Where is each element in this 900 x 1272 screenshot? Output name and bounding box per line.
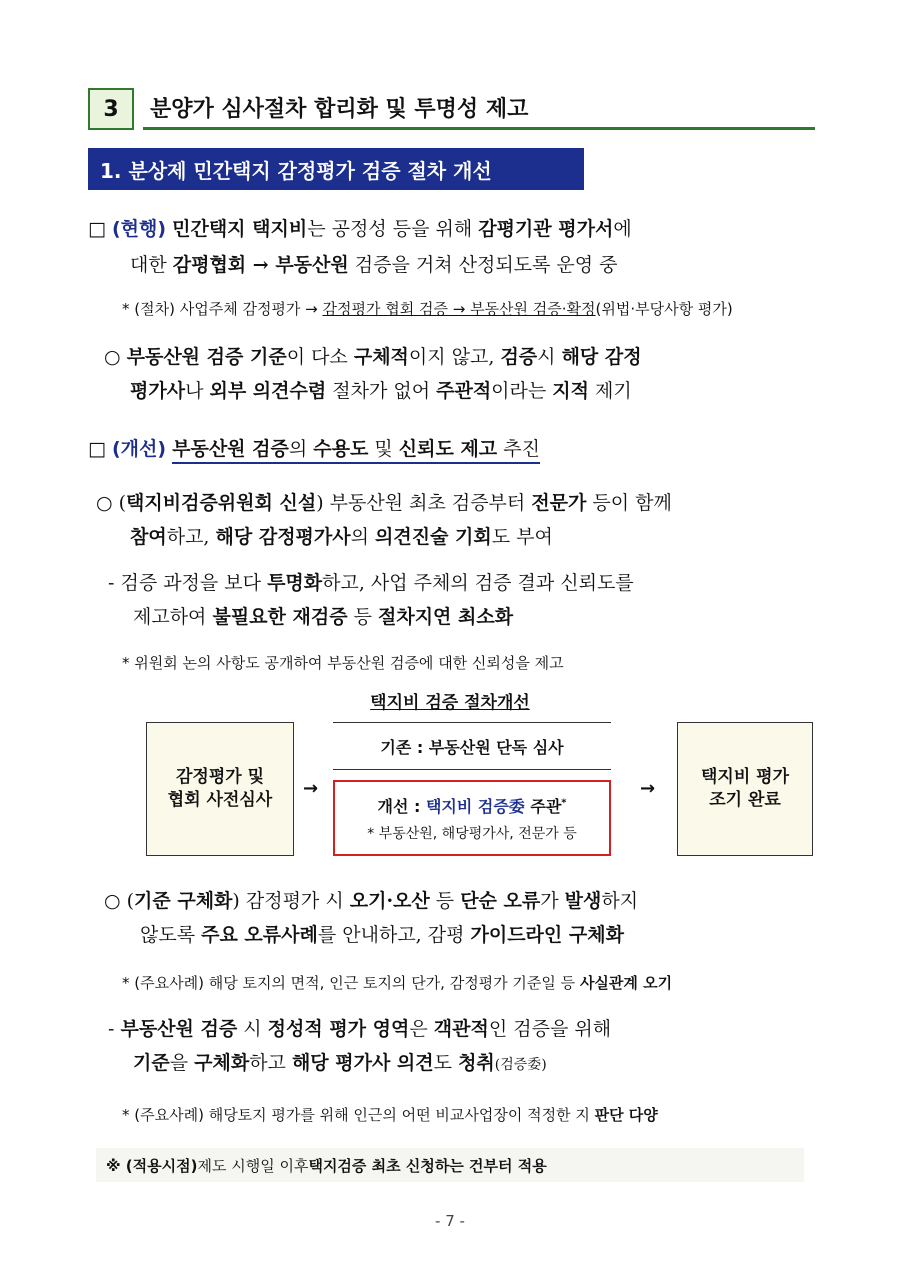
improve-heading: □ (개선) 부동산원 검증의 수용도 및 신뢰도 제고 추진 [88, 440, 540, 459]
criteria-line1: ○ (기준 구체화) 감정평가 시 오기·오산 등 단순 오류가 발생하지 [104, 890, 639, 912]
new-process-box [333, 780, 611, 856]
early-completion-box: 택지비 평가 조기 완료 [677, 722, 813, 856]
subsection-title: 1. 분상제 민간택지 감정평가 검증 절차 개선 [88, 148, 584, 190]
improve-item1-line1: ○ (택지비검증위원회 신설) 부동산원 최초 검증부터 전문가 등이 함께 [96, 492, 672, 514]
improve-dash1-line2: 제고하여 불필요한 재검증 등 절차지연 최소화 [133, 606, 514, 628]
arrow-icon: → [640, 778, 656, 799]
issue-line1: ○ 부동산원 검증 기준이 다소 구체적이지 않고, 검증시 해당 감정 [104, 346, 642, 368]
new-process-label: 개선 : 택지비 검증委 주관* [377, 796, 567, 816]
existing-process-box: 기존 : 부동산원 단독 심사 [333, 722, 611, 770]
diagram-title-wrap [0, 688, 900, 713]
criteria-dash-line1: - 부동산원 검증 시 정성적 평가 영역은 객관적인 검증을 위해 [108, 1018, 612, 1040]
criteria-dash-line2: 기준을 구체화하고 해당 평가사 의견도 청취(검증委) [133, 1052, 547, 1074]
new-process-note: * 부동산원, 해당평가사, 전문가 등 [367, 825, 577, 842]
application-timing-note: ※ (적용시점) 제도 시행일 이후 택지검증 최초 신청하는 건부터 적용 [96, 1148, 804, 1182]
arrow-icon: → [303, 778, 319, 799]
section-number: 3 [88, 88, 134, 130]
criteria-note1: * (주요사례) 해당 토지의 면적, 인근 토지의 단가, 감정평가 기준일 등 사실관계 오기 [122, 974, 673, 992]
current-paragraph-line1: □ (현행) 민간택지 택지비는 공정성 등을 위해 감평기관 평가서에 [88, 218, 632, 240]
current-paragraph-line2: 대한 감평협회 → 부동산원 검증을 거쳐 산정되도록 운영 중 [130, 254, 618, 276]
current-procedure-note: * (절차) 사업주체 감정평가 → 감정평가 협회 검증 → 부동산원 검증·확정(위법·부당사항 평가) [122, 300, 733, 318]
section-title: 분양가 심사절차 합리화 및 투명성 제고 [150, 97, 529, 122]
improve-dash1-line1: - 검증 과정을 보다 투명화하고, 사업 주체의 검증 결과 신뢰도를 [108, 572, 634, 594]
pre-review-box: 감정평가 및 협회 사전심사 [146, 722, 294, 856]
improve-item1-line2: 참여하고, 해당 감정평가사의 의견진술 기회도 부여 [130, 526, 553, 548]
page-number: - 7 - [435, 1212, 465, 1230]
section-divider [143, 127, 815, 130]
diagram-title: 택지비 검증 절차개선 [370, 693, 530, 713]
improve-dash1-note: * 위원회 논의 사항도 공개하여 부동산원 검증에 대한 신뢰성을 제고 [122, 654, 564, 672]
criteria-note2: * (주요사례) 해당토지 평가를 위해 인근의 어떤 비교사업장이 적정한 지 판단 다양 [122, 1106, 658, 1124]
improve-label: (개선) [112, 438, 167, 460]
issue-line2: 평가사나 외부 의견수렴 절차가 없어 주관적이라는 지적 제기 [130, 380, 632, 402]
criteria-line2: 않도록 주요 오류사례를 안내하고, 감평 가이드라인 구체화 [140, 924, 624, 946]
checkbox-bullet: □ [88, 218, 106, 240]
checkbox-bullet: □ [88, 438, 106, 460]
current-label: (현행) [112, 218, 167, 240]
